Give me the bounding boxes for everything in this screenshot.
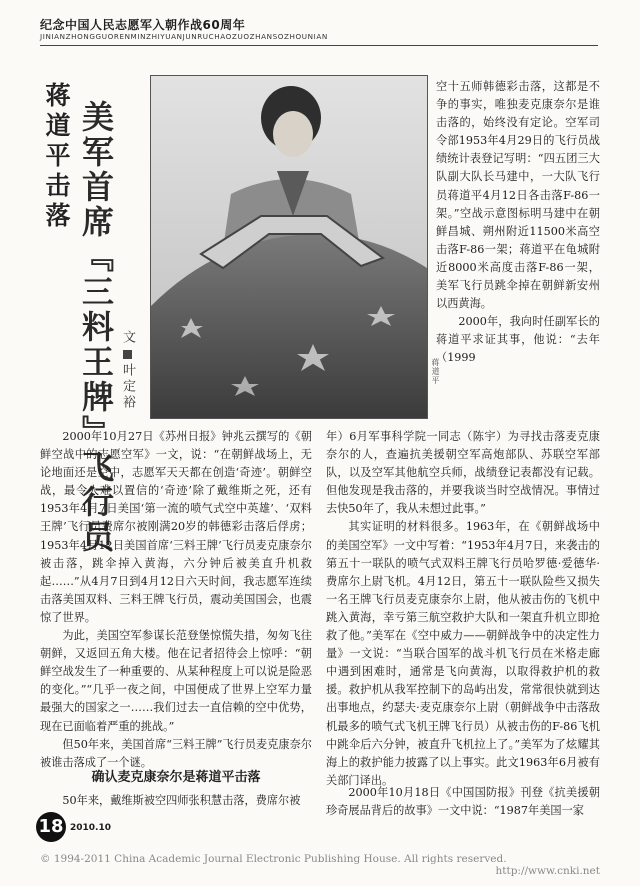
paragraph: 其实证明的材料很多。1963年，在《朝鲜战场中的美国空军》一文中写着：“1953年4月7日，来袭击的第五十一联队的喷气式双料王牌飞行员哈罗德·爱德华·费席尔上尉飞机。4月12日，第五十一联队险些又损失一名王牌飞行员麦克康奈尔上尉，他从被击伤的飞机中跳入黄海，幸亏第三航空救护大队和一架直升机立即抢救了他。”美军在《空中威力——朝鲜战争中的决定性力量》一文说：“当联合国军的战斗机飞行员在米格走廊中遇到困难时，通常是飞向黄海，以取得救护机的救援。救护机从我军控制下的岛屿出发，常常很快就到达出事地点，约瑟夫·麦克康奈尔上尉（朝鲜战争中击落敌机最多的喷气式飞机王牌飞行员）从被击伤的F-86飞机中跳伞后六分钟，被直升飞机拉上了。”美军为了炫耀其海上的救护能力披露了以上事实。此文1963年6月被有关部门译出。	[326, 520, 600, 787]
byline	[118, 330, 137, 411]
paragraph: 空十五师韩德彩击落，这都是不争的事实，唯独麦克康奈尔是谁击落的，始终没有定论。空军司令部1953年4月29日的飞行员战绩统计表登记写明：“四五团三大队副大队长马建中，一大队飞行员蒋道平4月12日各击落F-86一架。”空战示意图标明马建中在朝鲜昌城、朔州附近11500米高空击落F-86一架；蒋道平在龟城附近8000米高度击落F-86一架，美军飞行员跳伞掉在朝鲜新安州以西黄海。	[436, 80, 600, 311]
body-column-top-right	[436, 78, 600, 368]
byline-square-icon	[123, 350, 132, 359]
paragraph: 2000年10月27日《苏州日报》钟兆云撰写的《朝鲜空战中的志愿空军》一文，说：“在朝鲜战场上，无论地面还是空中，志愿军天天都在创造‘奇迹’。朝鲜空战，最令人难以置信的‘奇迹’除了戴维斯之死，还有1953年4月7日美国‘第一流的喷气式空中英雄’、‘双料王牌’飞行员费席尔被刚满20岁的韩德彩击落后俘虏；1953年4月12日美国首席‘三料王牌’飞行员麦克康奈尔被击落，跳伞掉入黄海，六分钟后被美直升机救起……”从4月7日到4月12日六天时间，我志愿军连续击落美国双料、三料王牌飞行员，震动美国国会，也震惊了世界。	[40, 430, 312, 624]
footer-copyright: © 1994-2011 China Academic Journal Electronic Publishing House. All rights reserved.	[40, 853, 507, 865]
body-column-right-bottom	[326, 784, 600, 820]
photo-caption: 蒋道平	[431, 358, 440, 385]
paragraph: 2000年10月18日《中国国防报》刊登《抗美援朝珍奇展品背后的故事》一文中说：“1987年美国一家	[326, 786, 600, 818]
paragraph: 2000年，我向时任副军长的蒋道平求证其事，他说：“去年（1999	[436, 315, 600, 365]
paragraph: 但50年来，美国首席“三料王牌”飞行员麦克康奈尔被谁击落成了一个谜。	[40, 737, 312, 769]
header-title-cn: 纪念中国人民志愿军入朝作战60周年	[40, 18, 246, 32]
section-subheading: 确认麦克康奈尔是蒋道平击落	[91, 770, 261, 785]
byline-prefix: 文	[120, 330, 135, 346]
page-number: 18	[36, 812, 66, 842]
header-divider	[40, 45, 598, 46]
paragraph: 50年来，戴维斯被空四师张积慧击落，费席尔被	[62, 794, 301, 807]
footer	[40, 853, 600, 877]
header-title-pinyin: JINIANZHONGGUORENMINZHIYUANJUNRUCHAOZUOZHANSOZHOUNIAN	[40, 32, 328, 41]
pilot-photo	[150, 75, 428, 419]
paragraph: 年）6月军事科学院一同志（陈宇）为寻找击落麦克康奈尔的人，查遍抗美援朝空军高炮部队、苏联空军部队，以及空军其他航空兵师，战绩登记表都没有记载。但他发现是我击落的，并要我谈当时空战情况。事情过去快50年了，我从未想过此事。”	[326, 430, 600, 516]
author-title: 蒋道平击落	[42, 82, 71, 232]
body-column-left	[40, 428, 312, 772]
article-main-title: 美军首席『三料王牌』飞行员	[77, 100, 115, 555]
footer-url[interactable]: http://www.cnki.net	[495, 865, 600, 877]
issue-date: 2010.10	[70, 823, 111, 833]
body-column-right	[326, 428, 600, 790]
body-column-left-bottom	[40, 792, 312, 810]
paragraph: 为此，美国空军参谋长范登堡惊慌失措，匆匆飞往朝鲜，又返回五角大楼。他在记者招待会上惊呼：“朝鲜空战发生了一种重要的、从某种程度上可以说是险恶的变化。”“几乎一夜之间，中国便成了世界上空军力量最强大的国家之一……我们过去一直信赖的空中优势，现在已面临着严重的挑战。”	[40, 629, 312, 733]
byline-name: 叶定裕	[120, 363, 135, 411]
